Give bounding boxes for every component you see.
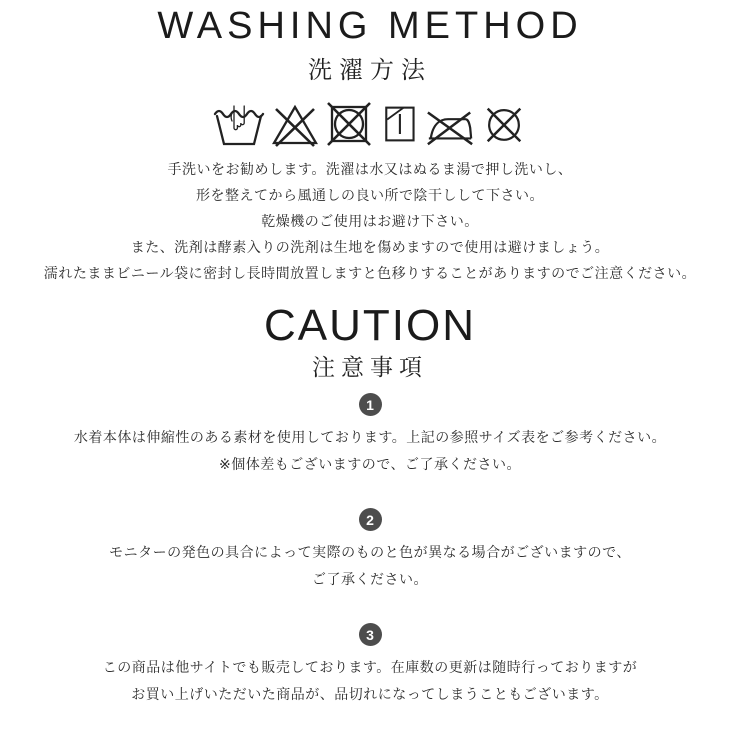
caution-item-2 bbox=[0, 508, 740, 593]
washing-line: 形を整えてから風通しの良い所で陰干しして下さい。 bbox=[196, 187, 544, 203]
do-not-bleach-icon bbox=[271, 100, 319, 148]
number-1-badge: 1 bbox=[359, 393, 382, 416]
caution-line: 水着本体は伸縮性のある素材を使用しております。上記の参照サイズ表をご参考ください。 bbox=[73, 429, 667, 445]
caution-item-1 bbox=[0, 393, 740, 478]
hand-wash-icon bbox=[213, 100, 265, 148]
washing-line: 濡れたままビニール袋に密封し長時間放置しますと色移りすることがありますのでご注意ください。 bbox=[43, 265, 697, 281]
caution-line: お買い上げいただいた商品が、品切れになってしまうこともございます。 bbox=[131, 686, 609, 702]
caution-item-2-text bbox=[0, 539, 740, 593]
washing-line: 手洗いをお勧めします。洗濯は水又はぬるま湯で押し洗いし、 bbox=[167, 161, 573, 177]
number-3-badge: 3 bbox=[359, 623, 382, 646]
caution-line: モニターの発色の具合によって実際のものと色が異なる場合がございますので、 bbox=[109, 544, 631, 560]
washing-instructions bbox=[0, 156, 740, 286]
caution-item-1-text bbox=[0, 424, 740, 478]
do-not-iron-icon bbox=[425, 100, 475, 148]
hang-dry-in-shade-icon bbox=[379, 100, 419, 148]
caution-line: この商品は他サイトでも販売しております。在庫数の更新は随時行っておりますが bbox=[102, 659, 638, 675]
caution-item-3 bbox=[0, 623, 740, 708]
number-2-badge: 2 bbox=[359, 508, 382, 531]
caution-item-3-text bbox=[0, 654, 740, 708]
caution-title: CAUTION bbox=[264, 301, 476, 350]
caution-line: ご了承ください。 bbox=[312, 571, 428, 587]
do-not-tumble-dry-icon bbox=[325, 100, 373, 148]
washing-method-subtitle-ja: 洗濯方法 bbox=[308, 57, 432, 84]
washing-line: また、洗剤は酵素入りの洗剤は生地を傷めますので使用は避けましょう。 bbox=[130, 239, 610, 255]
caution-line: ※個体差もございますので、ご了承ください。 bbox=[219, 456, 521, 472]
do-not-dry-clean-icon bbox=[481, 100, 527, 148]
laundry-care-icons bbox=[0, 100, 740, 148]
caution-subtitle-ja: 注意事項 bbox=[312, 354, 428, 380]
washing-method-title: WASHING METHOD bbox=[157, 5, 583, 47]
washing-line: 乾燥機のご使用はお避け下さい。 bbox=[261, 213, 479, 229]
